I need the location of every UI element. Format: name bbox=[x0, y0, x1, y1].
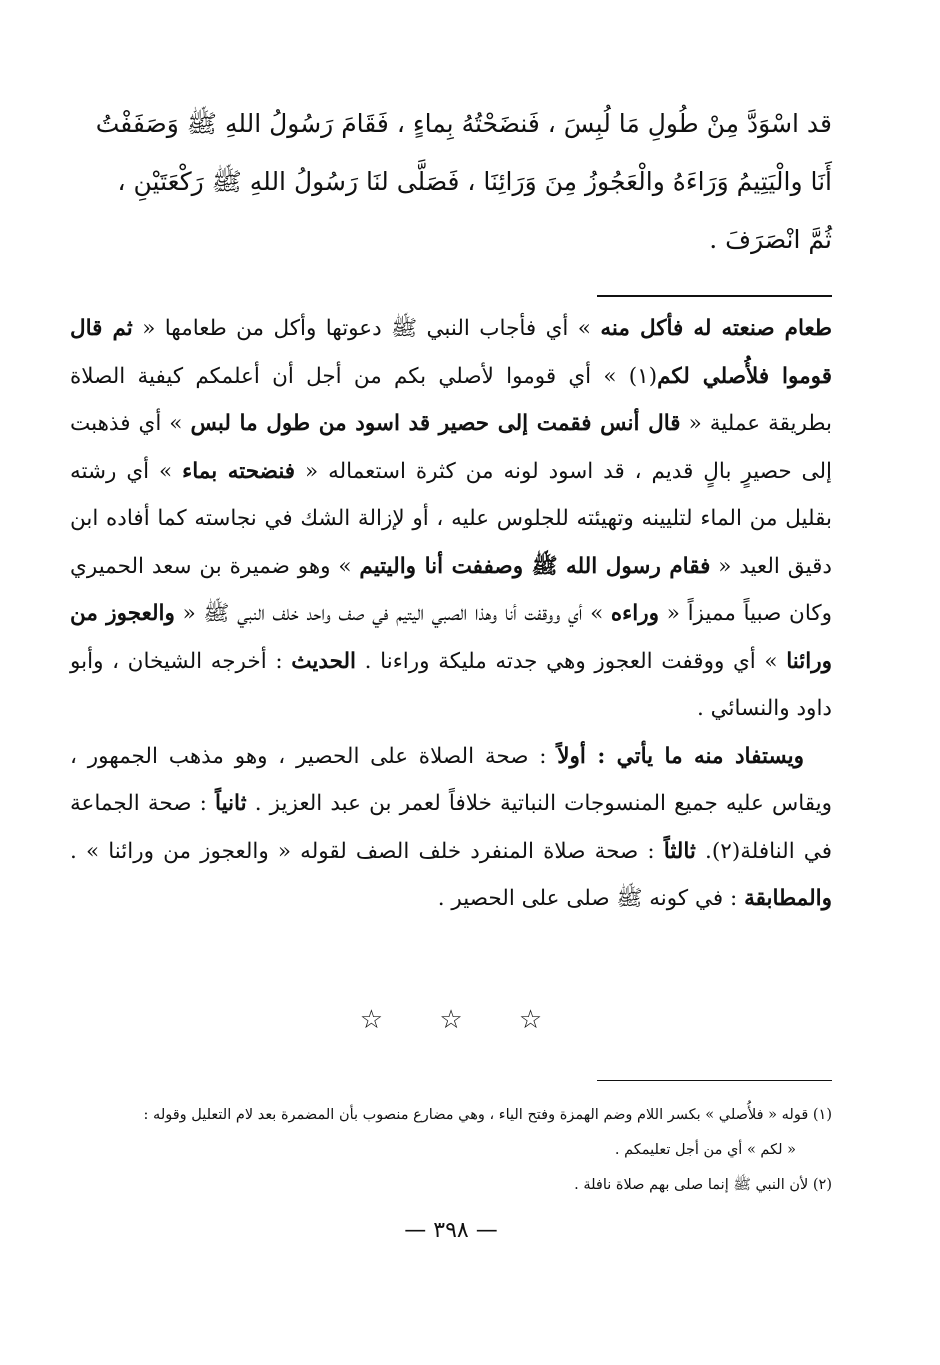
explanation-text: » أي فذهبت إلى حصيرٍ بالٍ قديم ، قد اسود لونه من كثرة استعماله « bbox=[70, 411, 832, 484]
explanation-text: » أي ووقفت أنا وهذا الصبي اليتيم في صف واحد خلف النبي ﷺ « bbox=[174, 601, 611, 626]
quoted-phrase: ويستفاد منه ما يأتي : أولاً bbox=[557, 743, 804, 769]
commentary bbox=[70, 305, 832, 923]
explanation-text: (١) » أي قوموا لأصلي بكم من أجل أن أعلمكم كيفية الصلاة بطريقة عملية « bbox=[70, 363, 832, 436]
footnote-divider bbox=[597, 1080, 832, 1081]
star-icon: ☆ bbox=[359, 1005, 384, 1035]
explanation-text: » أي ووقفت العجوز وهي جدته مليكة وراءنا . bbox=[356, 648, 787, 674]
quoted-phrase: والعجوز من ورائنا bbox=[70, 601, 833, 674]
hadith-text bbox=[70, 95, 832, 269]
explanation-text: : صحة الصلاة على الحصير ، وهو مذهب الجمهور ، ويقاس عليه جميع المنسوجات النباتية خلافاً لعمر بن عبد العزيز . bbox=[70, 743, 832, 816]
star-icon: ☆ bbox=[518, 1005, 543, 1035]
explanation-text: : صحة صلاة المنفرد خلف الصف لقوله « والعجوز من ورائنا » . bbox=[70, 838, 664, 864]
explanation-text: : أخرجه الشيخان ، وأبو داود والنسائي . bbox=[70, 648, 832, 721]
commentary-paragraph bbox=[70, 305, 832, 733]
footnotes bbox=[70, 1098, 832, 1203]
explanation-text: : صحة الجماعة في النافلة(٢). bbox=[70, 791, 833, 864]
star-icon: ☆ bbox=[439, 1005, 463, 1035]
explanation-text: : في كونه ﷺ صلى على الحصير . bbox=[437, 886, 745, 911]
quoted-phrase: ثانياً bbox=[215, 791, 247, 816]
quoted-phrase: قال أنس فقمت إلى حصير قد اسود من طول ما لبس bbox=[190, 411, 681, 436]
page-number: — ٣٩٨ — bbox=[404, 1218, 498, 1243]
explanation-text: » أي فأجاب النبي ﷺ دعوتها وأكل من طعامها « bbox=[132, 316, 601, 341]
footnote-1: (١) قوله « فلأُصلي » بكسر اللام وضم الهمزة وفتح الياء ، وهي مضارع منصوب بأن المضمرة بعد لام التعليل وقوله : bbox=[143, 1107, 832, 1123]
section-divider bbox=[597, 295, 832, 297]
quoted-phrase: فقام رسول الله ﷺ وصففت أنا واليتيم bbox=[359, 553, 711, 579]
quoted-phrase: ثالثاً bbox=[663, 838, 696, 864]
quoted-phrase: الحديث bbox=[291, 648, 357, 674]
explanation-text: » وهو ضميرة بن سعد الحميري وكان صبياً مميزاً « bbox=[70, 553, 832, 626]
section-separator bbox=[70, 1005, 832, 1035]
commentary-paragraph bbox=[70, 733, 832, 923]
explanation-text: » أي رشته بقليل من الماء لتليينه وتهيئته للجلوس عليه ، أو لإزالة الشك في نجاسته كما أفاده ابن دقيق العيد « bbox=[70, 458, 832, 579]
quoted-phrase: فنضحته بماء bbox=[182, 458, 296, 484]
hadith-line: ثُمَّ انْصَرَفَ . bbox=[709, 225, 832, 254]
footnote-2: (٢) لأن النبي ﷺ إنما صلى بهم صلاة نافلة . bbox=[574, 1177, 832, 1193]
hadith-line: قد اسْوَدَّ مِنْ طُولِ مَا لُبِسَ ، فَنضَحْتُهُ بِماءٍ ، فَقَامَ رَسُولُ اللهِ ﷺ وَصَفَفْتُ bbox=[95, 109, 832, 138]
book-page bbox=[70, 0, 832, 1365]
quoted-phrase: طعام صنعته له فأكل منه bbox=[600, 316, 833, 341]
footnote-1-continuation: « لكم » أي من أجل تعليمكم . bbox=[614, 1142, 796, 1158]
quoted-phrase: ثم قال قوموا فلأُصلي لكم bbox=[70, 316, 832, 389]
quoted-phrase: والمطابقة bbox=[744, 886, 832, 911]
quoted-phrase: وراءه bbox=[610, 601, 660, 626]
hadith-line: أَنَا والْيَتِيمُ وَرَاءَهُ والْعَجُوزُ مِنَ وَرَائِنَا ، فَصَلَّى لنَا رَسُولُ اللهِ ﷺ رَكْعَتَيْنِ ، bbox=[117, 167, 832, 196]
